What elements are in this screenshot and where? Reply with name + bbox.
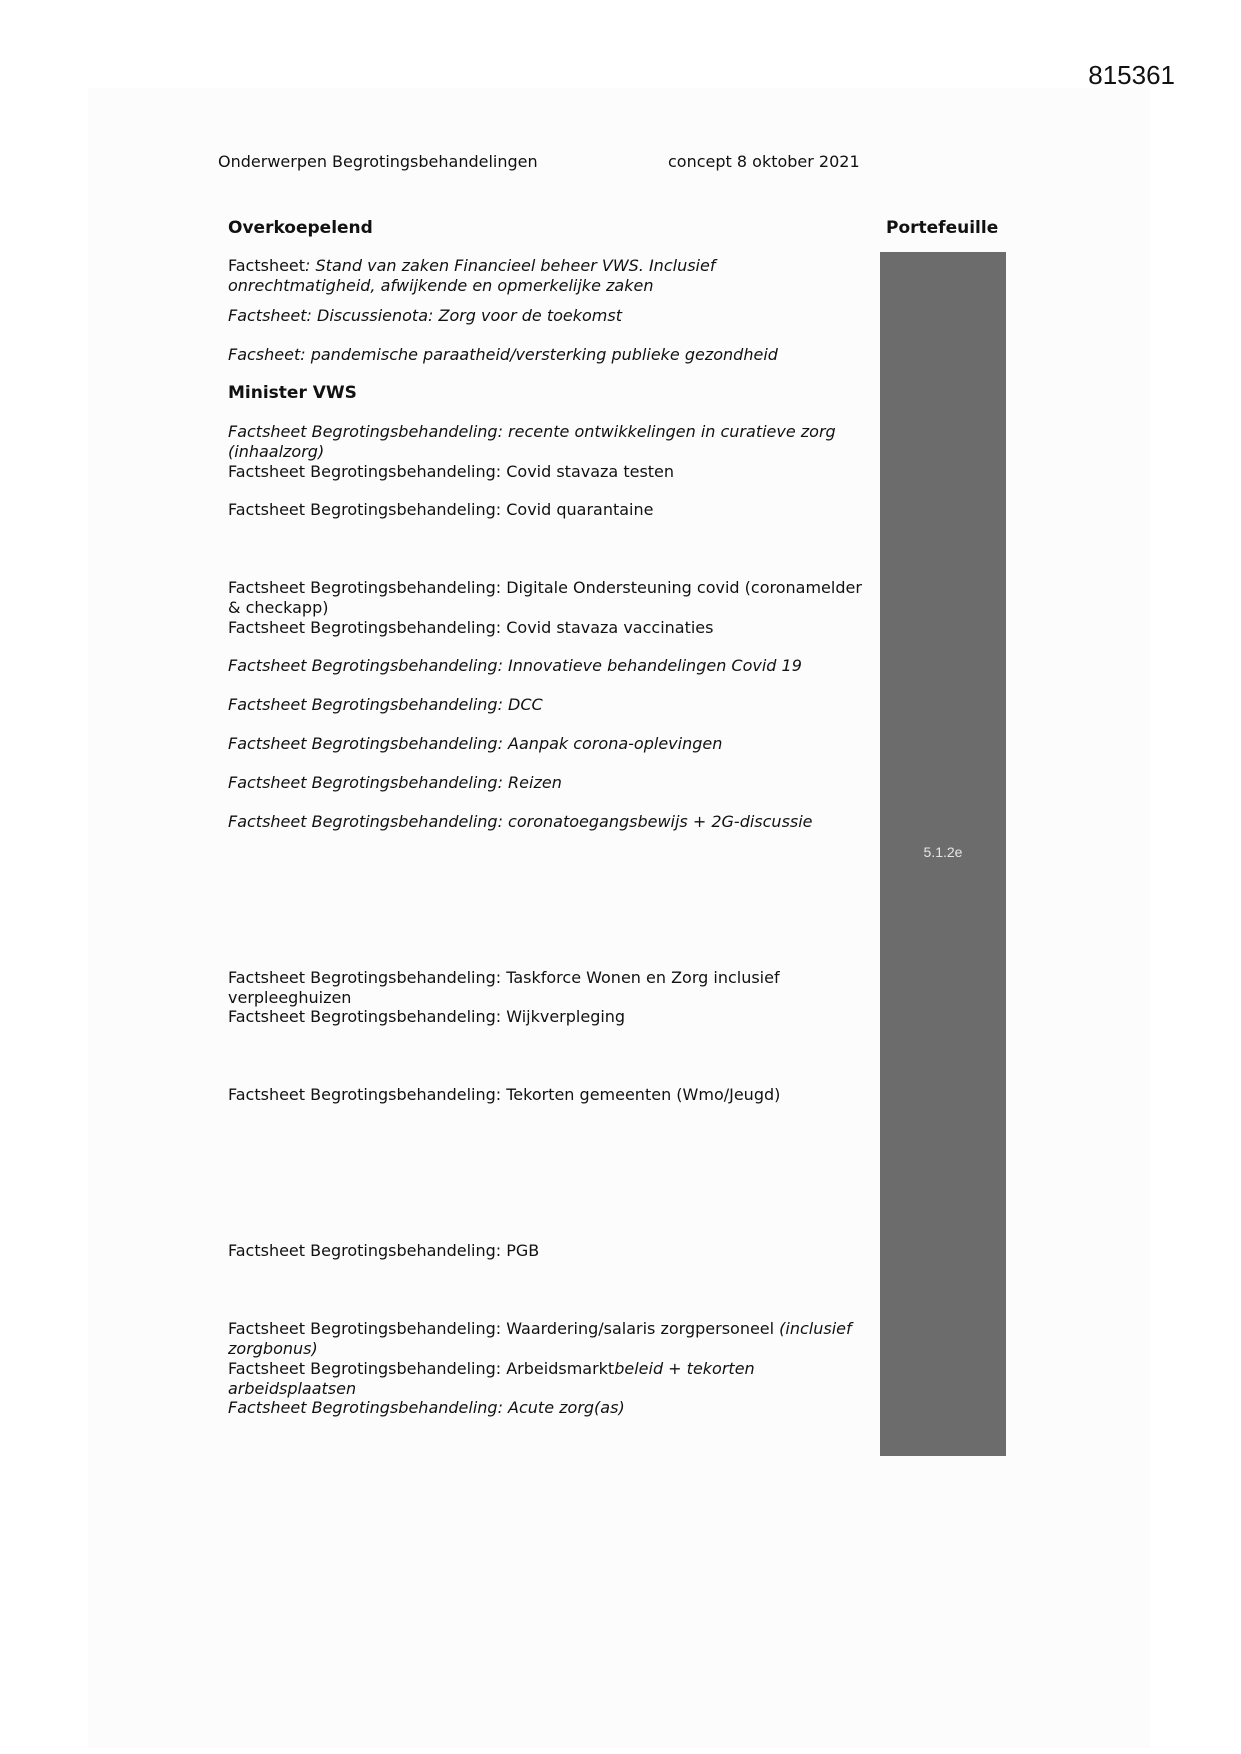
item-text: beleid + tekorten arbeidsplaatsen [228, 1359, 755, 1398]
list-item: Factsheet Begrotingsbehandeling: Covid quarantaine [228, 500, 654, 519]
list-item: Factsheet Begrotingsbehandeling: Aanpak corona-oplevingen [228, 734, 723, 753]
list-item: Factsheet Begrotingsbehandeling: Innovatieve behandelingen Covid 19 [228, 656, 802, 675]
list-item: Factsheet Begrotingsbehandeling: Tekorten gemeenten (Wmo/Jeugd) [228, 1085, 781, 1104]
list-item: Factsheet Begrotingsbehandeling: Covid stavaza testen [228, 462, 675, 481]
list-item: Factsheet Begrotingsbehandeling: Covid stavaza vaccinaties [228, 618, 714, 637]
list-item: Factsheet Begrotingsbehandeling: PGB [228, 1241, 540, 1260]
redaction-code: 5.1.2e [923, 844, 963, 860]
section-heading-minister: Minister VWS [228, 383, 357, 403]
redaction-block [880, 252, 1006, 1456]
list-item: Factsheet Begrotingsbehandeling: Wijkverpleging [228, 1007, 626, 1026]
item-lead: Factsheet Begrotingsbehandeling: Waardering/salaris zorgpersoneel [228, 1319, 775, 1338]
document-date: concept 8 oktober 2021 [668, 152, 860, 171]
list-item [228, 1359, 868, 1399]
list-item: Factsheet Begrotingsbehandeling: Taskforce Wonen en Zorg inclusief verpleeghuizen [228, 968, 780, 1007]
list-item [228, 1319, 868, 1359]
list-item: Factsheet Begrotingsbehandeling: Digitale Ondersteuning covid (coronamelder & checkapp) [228, 578, 862, 617]
list-item [228, 256, 868, 296]
item-text: (inclusief zorgbonus) [228, 1319, 852, 1358]
list-item: Factsheet: Discussienota: Zorg voor de toekomst [228, 306, 622, 325]
list-item: Factsheet Begrotingsbehandeling: recente ontwikkelingen in curatieve zorg (inhaalzorg) [228, 422, 836, 461]
document-number: 815361 [1088, 60, 1175, 90]
item-text: : Stand van zaken Financieel beheer VWS. Inclusief onrechtmatigheid, afwijkende en opmerkelijke zaken [228, 256, 716, 295]
item-lead: Factsheet [228, 256, 306, 275]
item-lead: Factsheet Begrotingsbehandeling: Arbeidsmarkt [228, 1359, 615, 1378]
list-item: Facsheet: pandemische paraatheid/versterking publieke gezondheid [228, 345, 778, 364]
document-title: Onderwerpen Begrotingsbehandelingen [218, 152, 538, 171]
column-heading-overkoepelend: Overkoepelend [228, 218, 373, 238]
list-item: Factsheet Begrotingsbehandeling: DCC [228, 695, 543, 714]
column-heading-portefeuille: Portefeuille [886, 218, 999, 238]
list-item: Factsheet Begrotingsbehandeling: Acute zorg(as) [228, 1398, 625, 1417]
list-item: Factsheet Begrotingsbehandeling: Reizen [228, 773, 562, 792]
list-item: Factsheet Begrotingsbehandeling: coronatoegangsbewijs + 2G-discussie [228, 812, 813, 831]
